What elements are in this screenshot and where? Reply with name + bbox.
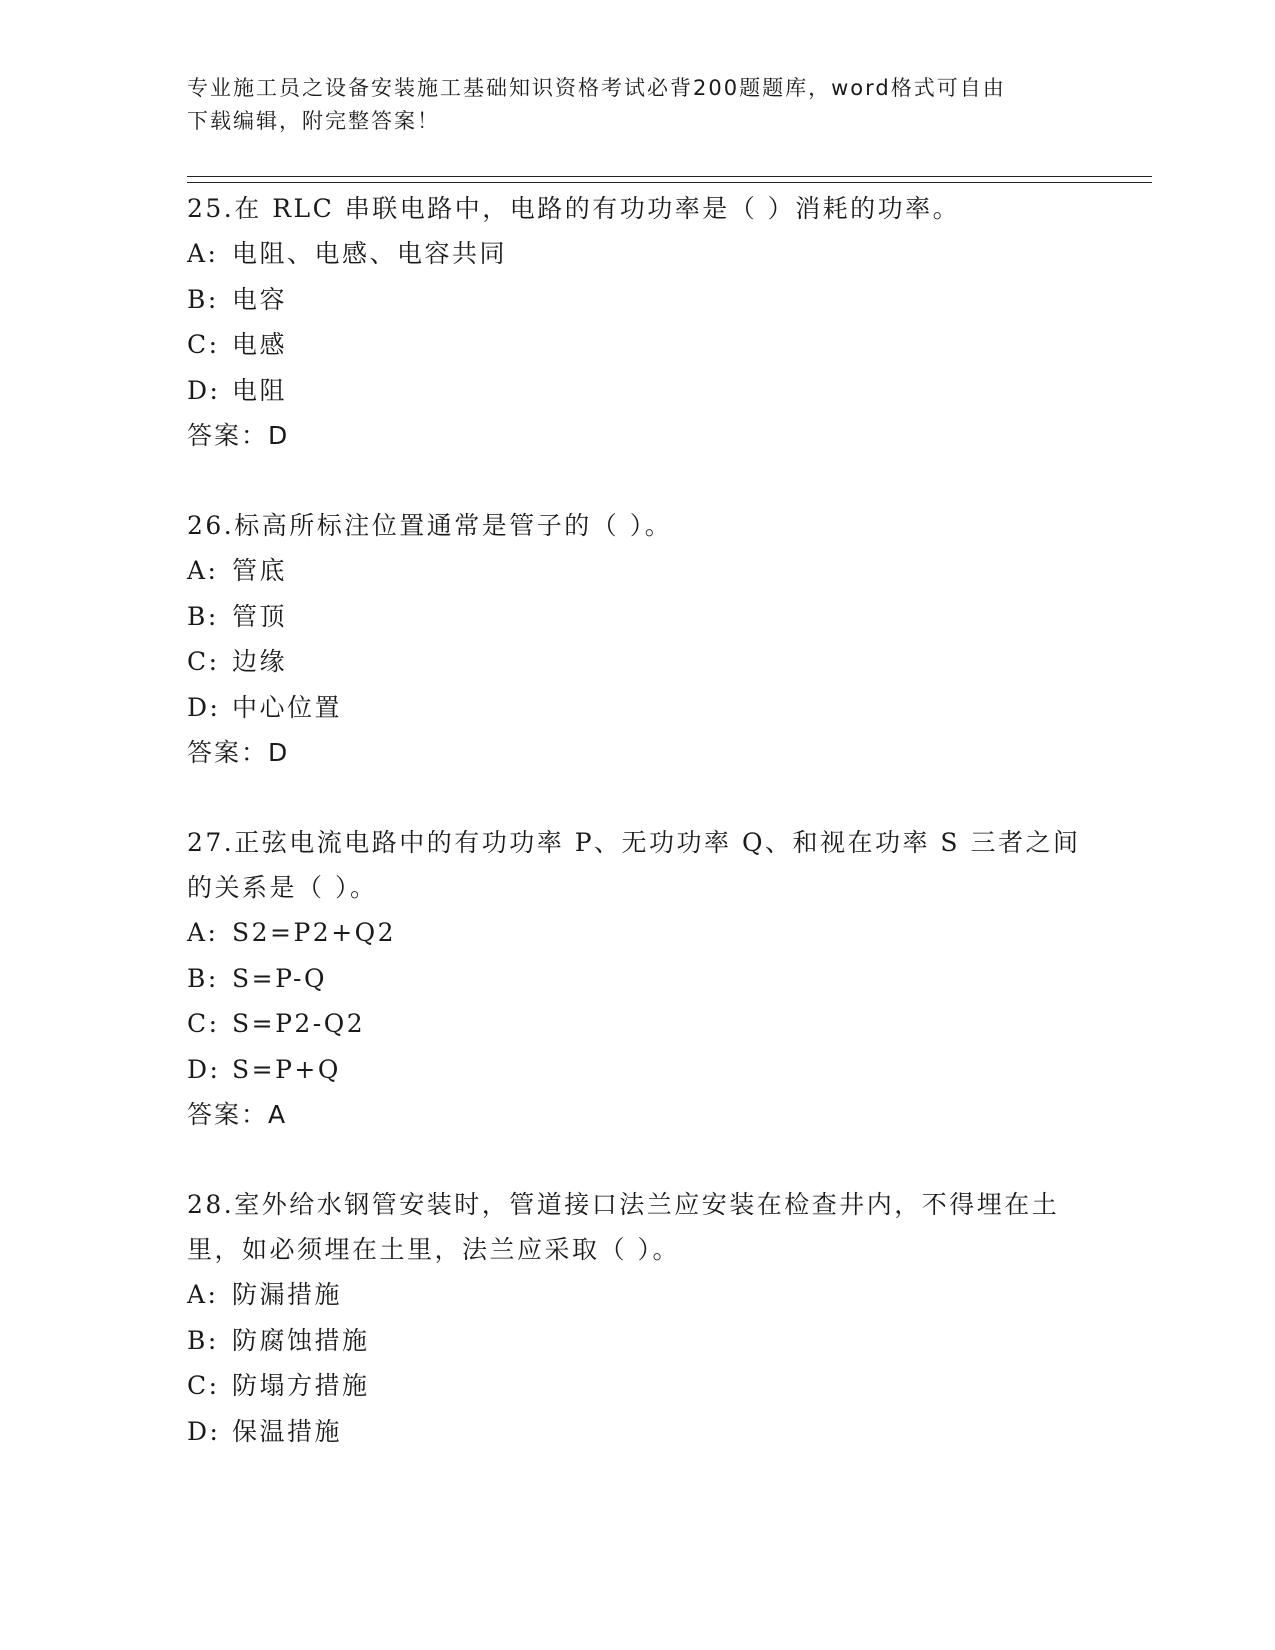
option-letter: C: [187, 330, 220, 359]
option-a [187, 548, 1087, 594]
option-letter: B: [187, 284, 219, 314]
option-a [187, 1272, 1087, 1318]
option-text: 电感 [232, 330, 288, 359]
option-text: S=P+Q [232, 1054, 341, 1084]
option-text: 防塌方措施 [232, 1371, 370, 1400]
option-letter: B: [187, 601, 219, 631]
option-text: 电阻 [232, 375, 288, 405]
option-letter: C: [187, 1371, 220, 1400]
option-d [187, 1409, 1087, 1455]
option-a [187, 231, 1087, 277]
option-letter: D: [187, 692, 221, 722]
question-stem: 27.正弦电流电路中的有功功率 P、无功功率 Q、和视在功率 S 三者之间的关系是（ ）。 [187, 828, 1081, 902]
option-c [187, 1001, 1087, 1047]
option-letter: C: [187, 1009, 220, 1038]
option-letter: B: [187, 963, 219, 993]
option-b [187, 594, 1087, 640]
option-text: 电容 [232, 284, 288, 314]
option-text: S=P-Q [232, 963, 327, 993]
question-list [187, 186, 1087, 1454]
header-divider-bottom [187, 182, 1152, 183]
option-letter: A: [187, 1280, 219, 1309]
option-text: 中心位置 [232, 692, 343, 722]
option-text: 防漏措施 [232, 1280, 343, 1309]
option-text: 电阻、电感、电容共同 [232, 239, 508, 268]
option-letter: D: [187, 375, 221, 405]
option-d [187, 685, 1087, 731]
option-letter: A: [187, 239, 219, 268]
question-26 [187, 503, 1087, 775]
option-c [187, 322, 1087, 368]
answer-label: 答案：D [187, 738, 290, 767]
option-b [187, 956, 1087, 1002]
option-c [187, 639, 1087, 685]
option-letter: D: [187, 1054, 221, 1084]
option-c [187, 1363, 1087, 1409]
option-text: 防腐蚀措施 [232, 1325, 370, 1355]
question-25 [187, 186, 1087, 458]
question-27 [187, 820, 1087, 1137]
option-d [187, 1047, 1087, 1093]
option-text: 边缘 [232, 647, 288, 676]
question-stem: 28.室外给水钢管安装时，管道接口法兰应安装在检查井内，不得埋在土里，如必须埋在土里，法兰应采取（ ）。 [187, 1190, 1060, 1264]
option-b [187, 277, 1087, 323]
option-d [187, 368, 1087, 414]
option-a [187, 910, 1087, 956]
option-text: 保温措施 [232, 1416, 343, 1446]
option-letter: B: [187, 1325, 219, 1355]
option-letter: A: [187, 556, 219, 585]
option-text: S=P2-Q2 [232, 1009, 366, 1038]
answer-label: 答案：A [187, 1100, 288, 1129]
option-text: S2=P2+Q2 [232, 918, 397, 947]
option-letter: A: [187, 918, 219, 947]
header-divider-top [187, 176, 1152, 177]
question-stem: 26.标高所标注位置通常是管子的（ ）。 [187, 511, 673, 540]
header-line-1: 专业施工员之设备安装施工基础知识资格考试必背200题题库，word格式可自由 [187, 76, 1006, 100]
option-text: 管顶 [232, 601, 288, 631]
option-text: 管底 [232, 556, 288, 585]
option-letter: D: [187, 1416, 221, 1446]
question-stem: 25.在 RLC 串联电路中，电路的有功功率是（ ）消耗的功率。 [187, 194, 961, 223]
option-b [187, 1318, 1087, 1364]
answer-label: 答案：D [187, 421, 290, 450]
header-line-2: 下载编辑，附完整答案！ [187, 109, 440, 133]
option-letter: C: [187, 647, 220, 676]
question-28 [187, 1182, 1087, 1454]
document-header [187, 72, 1067, 138]
